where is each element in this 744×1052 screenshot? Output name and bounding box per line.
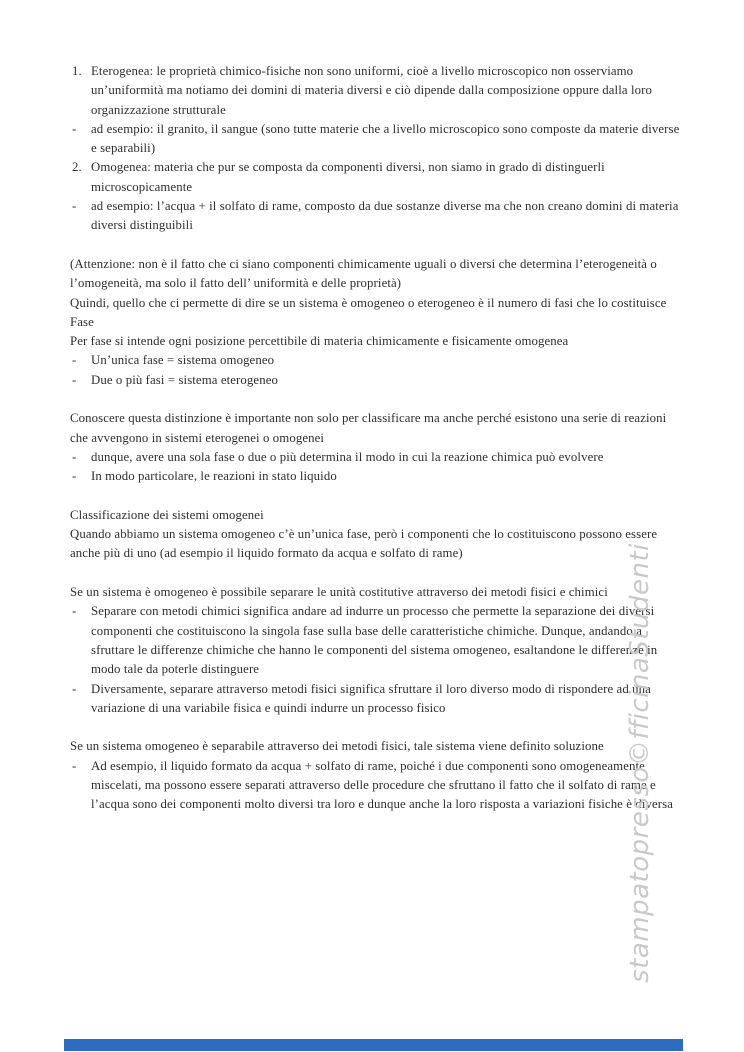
list-marker: - (72, 604, 77, 619)
footer-accent-bar (64, 1039, 683, 1051)
section-paragraph: Se un sistema è omogeneo è possibile separare le unità costitutive attraverso dei metodi fisici e chimici (70, 585, 608, 600)
list-item (70, 197, 683, 236)
notes-content (70, 62, 683, 815)
list-item (70, 757, 683, 815)
list-marker: - (72, 372, 77, 387)
list-item (70, 602, 683, 679)
section-paragraph: Conoscere questa distinzione è importante non solo per classificare ma anche perché esistono una serie di reazioni che avvengono in sistemi eterogenei o omogenei (70, 411, 667, 445)
section-conoscere (70, 409, 683, 486)
list-item (70, 351, 683, 370)
list-item-text: Eterogenea: le proprietà chimico-fisiche non sono uniformi, cioè a livello microscopico non osserviamo un’uniformità ma notiamo dei domini di materia diversi e ciò dipende dalla composizione oppure dalla loro organizzazione strutturale (91, 64, 652, 117)
section-soluzione (70, 737, 683, 814)
section-separazione (70, 583, 683, 718)
list-item-text: In modo particolare, le reazioni in stato liquido (91, 469, 337, 484)
list-item (70, 680, 683, 719)
section-heading: Fase (70, 314, 94, 329)
list-item (70, 62, 683, 120)
list-item (70, 120, 683, 159)
section-heading: Classificazione dei sistemi omogenei (70, 507, 264, 522)
list-item-text: Diversamente, separare attraverso metodi fisici significa sfruttare il loro diverso modo di rispondere ad una variazione di una variabile fisica e quindi indurre un processo fisico (91, 681, 651, 715)
list-marker: - (72, 121, 77, 136)
section-fase (70, 313, 683, 390)
list-item (70, 371, 683, 390)
print-watermark: stampatopresso©fficinaStudenti (625, 543, 655, 983)
section-paragraph: Se un sistema omogeneo è separabile attraverso dei metodi fisici, tale sistema viene definito soluzione (70, 739, 604, 754)
list-marker: - (72, 199, 77, 214)
list-marker: - (72, 449, 77, 464)
list-item (70, 467, 683, 486)
list-item-text: ad esempio: l’acqua + il solfato di rame, composto da due sostanze diverse ma che non creano domini di materia diversi distinguibili (91, 199, 679, 233)
paragraph-quindi: Quindi, quello che ci permette di dire se un sistema è omogeneo o eterogeneo è il numero di fasi che lo costituisce (70, 295, 667, 310)
list-marker: - (72, 469, 77, 484)
paragraph-attenzione: (Attenzione: non è il fatto che ci siano componenti chimicamente uguali o diversi che determina l’eterogeneità o l’omogeneità, ma solo il fatto dell’ uniformità e delle proprietà) (70, 256, 657, 291)
list-item-text: Ad esempio, il liquido formato da acqua + solfato di rame, poiché i due componenti sono omogeneamente miscelati, ma possono essere separati attraverso delle procedure che sfruttano il fatto che il solfato di rame e l’acqua sono dei componenti molto diversi tra loro e dunque anche la loro risposta a variazioni fisiche è diversa (91, 758, 673, 812)
section-paragraph: Per fase si intende ogni posizione percettibile di materia chimicamente e fisicamente omogenea (70, 334, 569, 349)
list-item-text: Due o più fasi = sistema eterogeneo (91, 372, 278, 387)
section-classificazione (70, 506, 683, 564)
list-marker: 1. (72, 64, 82, 78)
list-marker: - (72, 758, 77, 773)
list-item-text: Un’unica fase = sistema omogeneo (91, 353, 275, 368)
list-item (70, 158, 683, 197)
list-item (70, 448, 683, 467)
list-item-text: ad esempio: il granito, il sangue (sono tutte materie che a livello microscopico sono composte da materie diverse e separabili) (91, 121, 680, 156)
list-item-text: dunque, avere una sola fase o due o più determina il modo in cui la reazione chimica può evolvere (91, 449, 604, 464)
section-paragraph: Quando abbiamo un sistema omogeneo c’è un’unica fase, però i componenti che lo costituiscono possono essere anche più di uno (ad esempio il liquido formato da acqua e solfato di rame) (70, 527, 658, 561)
list-block (70, 62, 683, 236)
list-marker: 2. (72, 160, 82, 175)
list-marker: - (72, 681, 77, 696)
list-marker: - (72, 353, 77, 368)
list-item-text: Omogenea: materia che pur se composta da componenti diversi, non siamo in grado di distinguerli microscopicamente (91, 160, 605, 194)
list-item-text: Separare con metodi chimici significa andare ad indurre un processo che permette la separazione dei diversi componenti che costituiscono la singola fase sulla base delle caratteristiche chimiche. Dunque, andando a sfruttare le differenze chimiche che hanno le componenti del sistema omogeneo, esaltandone le differenze in modo tale da poterle distinguere (91, 604, 658, 677)
